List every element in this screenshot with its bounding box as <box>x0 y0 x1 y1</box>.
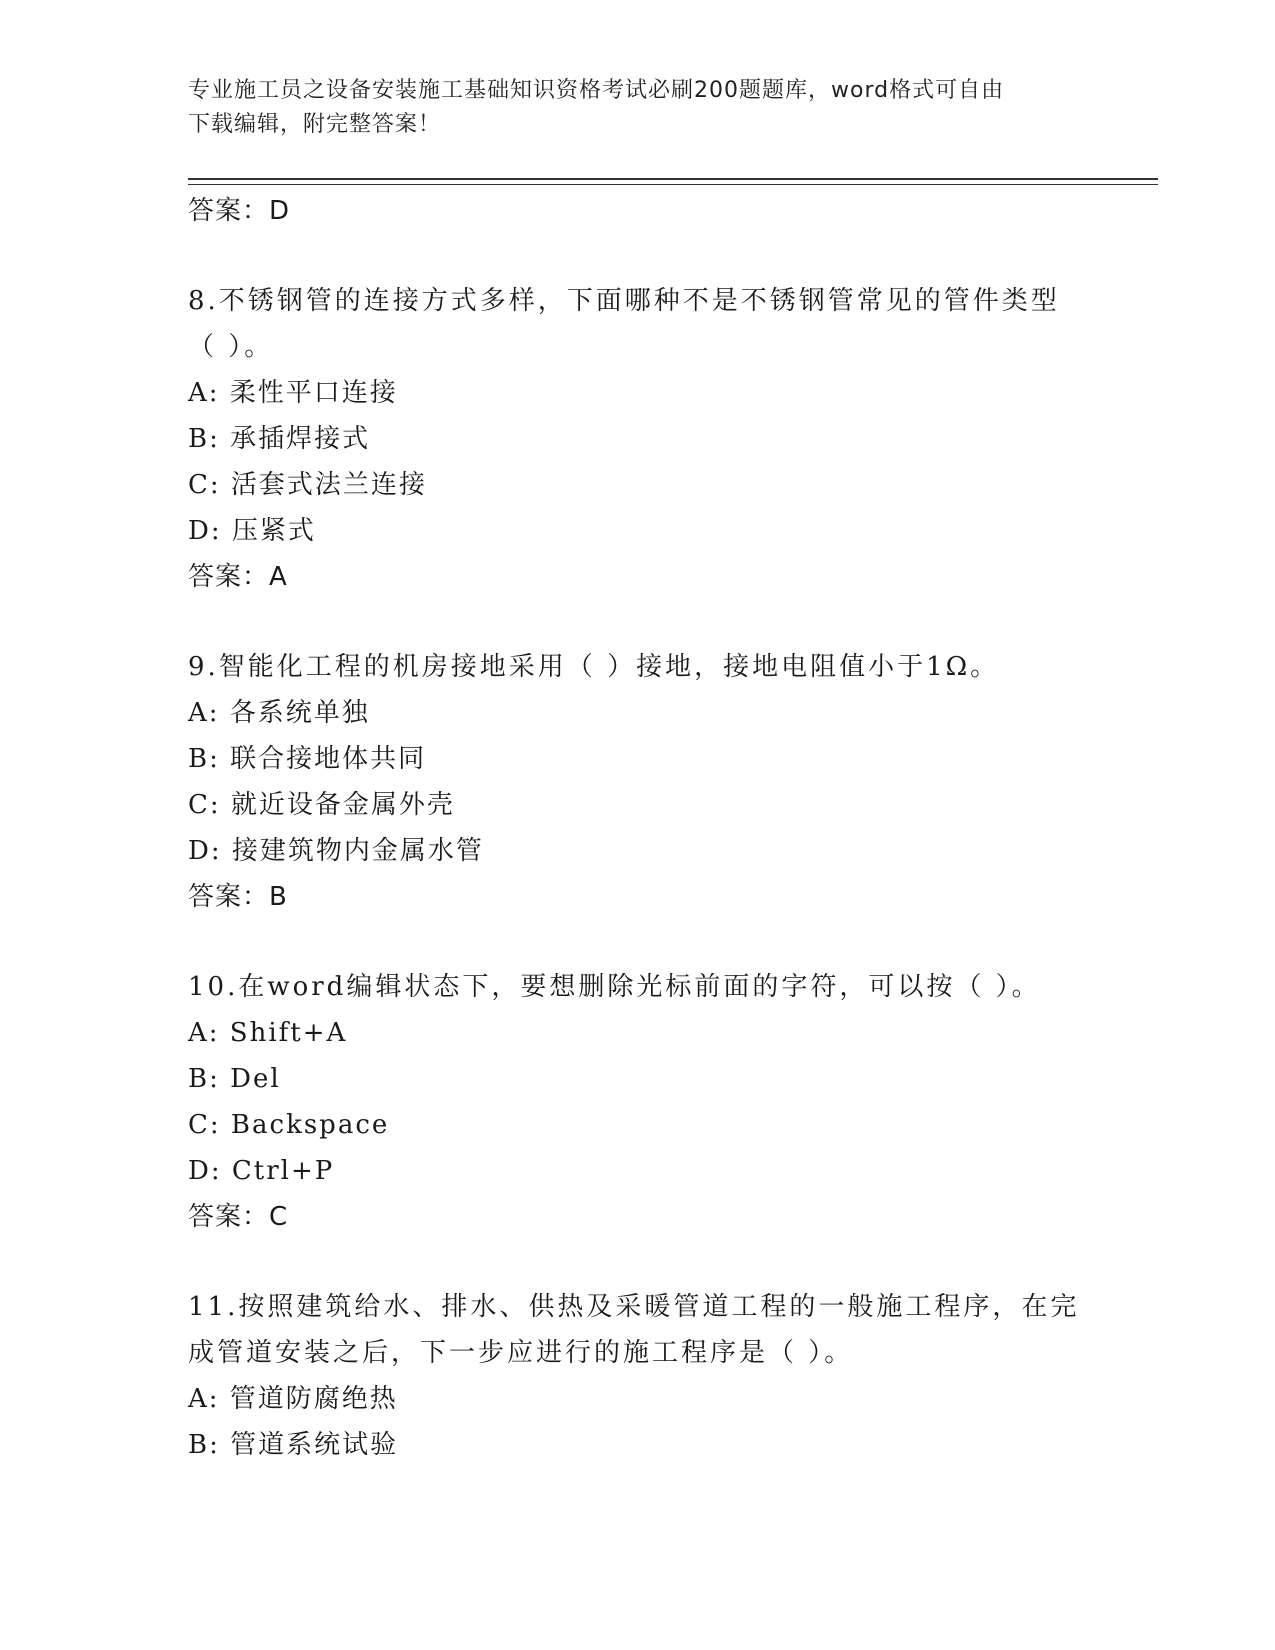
question-answer: 答案：B <box>188 882 288 912</box>
option-d: D: Ctrl+P <box>188 1156 335 1186</box>
spacer <box>188 920 1088 964</box>
header-line-2: 下载编辑，附完整答案！ <box>188 112 442 137</box>
question-answer: 答案：C <box>188 1202 289 1232</box>
option-c: C: 活套式法兰连接 <box>188 470 427 500</box>
option-d: D: 接建筑物内金属水管 <box>188 836 484 866</box>
question-10 <box>188 964 1088 1240</box>
option-a: A: 各系统单独 <box>188 698 370 728</box>
document-header <box>188 74 1088 142</box>
question-answer: 答案：A <box>188 562 288 592</box>
option-c: C: 就近设备金属外壳 <box>188 790 455 820</box>
question-8 <box>188 278 1088 600</box>
header-rule-thin <box>188 184 1158 185</box>
header-rule-thick <box>188 178 1158 180</box>
question-11 <box>188 1284 1088 1468</box>
spacer <box>188 1240 1088 1284</box>
option-a: A: Shift+A <box>188 1018 348 1048</box>
option-a: A: 管道防腐绝热 <box>188 1384 398 1414</box>
spacer <box>188 600 1088 644</box>
option-c: C: Backspace <box>188 1110 390 1140</box>
option-b: B: 承插焊接式 <box>188 424 371 454</box>
option-b: B: Del <box>188 1064 281 1094</box>
question-stem-continued: （ ）。 <box>188 332 274 362</box>
spacer <box>188 234 1088 278</box>
previous-answer: 答案：D <box>188 196 291 226</box>
option-a: A: 柔性平口连接 <box>188 378 398 408</box>
option-b: B: 管道系统试验 <box>188 1430 399 1460</box>
question-stem: 9.智能化工程的机房接地采用（ ）接地，接地电阻值小于1Ω。 <box>188 652 1000 682</box>
document-body <box>188 188 1088 1468</box>
option-b: B: 联合接地体共同 <box>188 744 427 774</box>
question-stem: 8.不锈钢管的连接方式多样，下面哪种不是不锈钢管常见的管件类型 <box>188 286 1060 316</box>
header-line-1: 专业施工员之设备安装施工基础知识资格考试必刷200题题库，word格式可自由 <box>188 78 1005 103</box>
option-d: D: 压紧式 <box>188 516 316 546</box>
question-stem: 10.在word编辑状态下，要想删除光标前面的字符，可以按（ ）。 <box>188 972 1041 1002</box>
question-stem-continued: 成管道安装之后，下一步应进行的施工程序是（ ）。 <box>188 1338 854 1368</box>
question-9 <box>188 644 1088 920</box>
question-stem: 11.按照建筑给水、排水、供热及采暖管道工程的一般施工程序，在完 <box>188 1292 1080 1322</box>
